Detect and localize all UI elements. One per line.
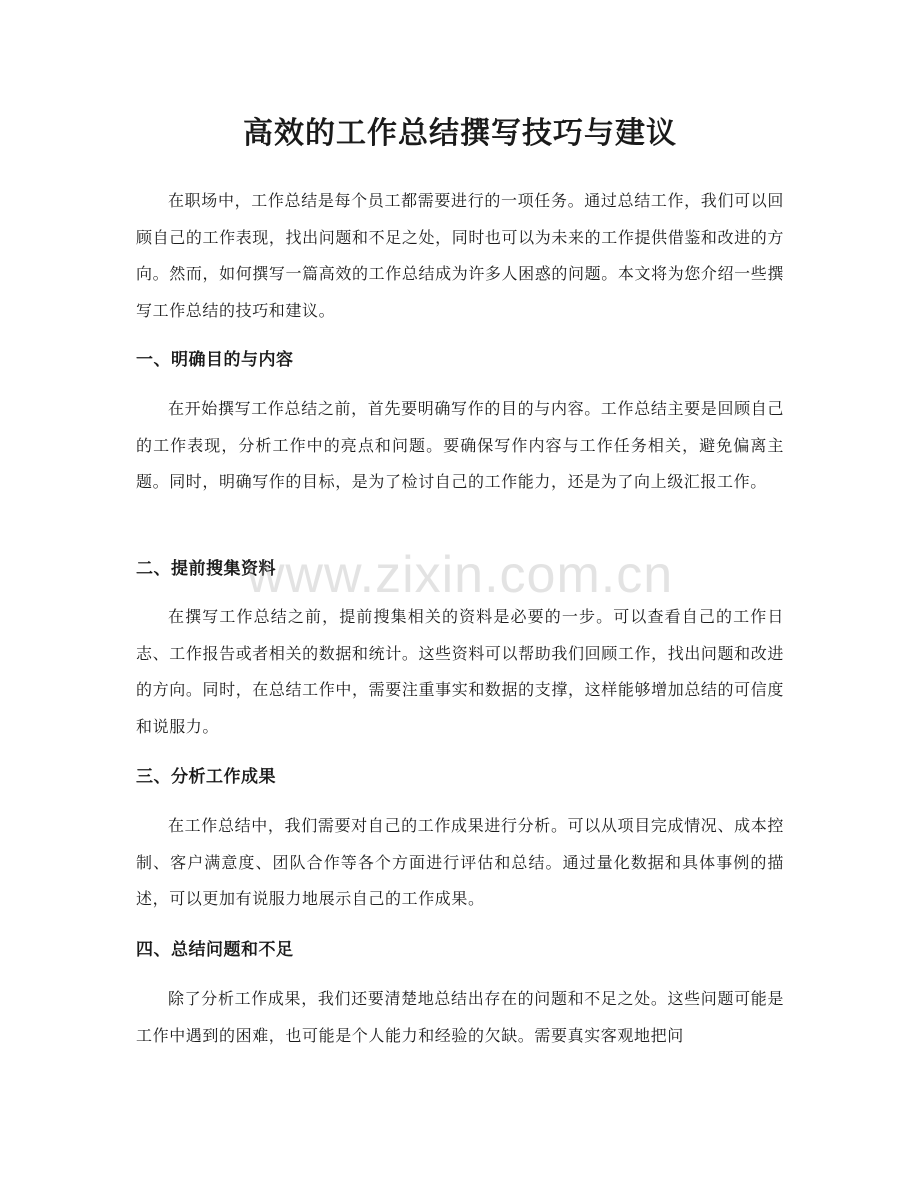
- section-body-4: 除了分析工作成果，我们还要清楚地总结出存在的问题和不足之处。这些问题可能是工作中遇到的困难，也可能是个人能力和经验的欠缺。需要真实客观地把问: [136, 989, 784, 1045]
- watermark-text: www.zixin.com.cn: [246, 546, 674, 604]
- section-heading-2: 二、提前搜集资料: [136, 559, 276, 579]
- section-heading-3: 三、分析工作成果: [136, 767, 276, 787]
- document-title: 高效的工作总结撰写技巧与建议: [243, 116, 677, 151]
- section-heading-1: 一、明确目的与内容: [136, 350, 294, 370]
- section-heading-4: 四、总结问题和不足: [136, 940, 294, 960]
- section-body-2: 在撰写工作总结之前，提前搜集相关的资料是必要的一步。可以查看自己的工作日志、工作报告或者相关的数据和统计。这些资料可以帮助我们回顾工作，找出问题和改进的方向。同时，在总结工作中，需要注重事实和数据的支撑，这样能够增加总结的可信度和说服力。: [136, 607, 784, 736]
- section-body-1: 在开始撰写工作总结之前，首先要明确写作的目的与内容。工作总结主要是回顾自己的工作表现，分析工作中的亮点和问题。要确保写作内容与工作任务相关，避免偏离主题。同时，明确写作的目标，是为了检讨自己的工作能力，还是为了向上级汇报工作。: [136, 399, 784, 491]
- intro-paragraph: 在职场中，工作总结是每个员工都需要进行的一项任务。通过总结工作，我们可以回顾自己的工作表现，找出问题和不足之处，同时也可以为未来的工作提供借鉴和改进的方向。然而，如何撰写一篇高效的工作总结成为许多人困惑的问题。本文将为您介绍一些撰写工作总结的技巧和建议。: [136, 191, 784, 320]
- section-body-3: 在工作总结中，我们需要对自己的工作成果进行分析。可以从项目完成情况、成本控制、客户满意度、团队合作等各个方面进行评估和总结。通过量化数据和具体事例的描述，可以更加有说服力地展示自己的工作成果。: [136, 816, 784, 908]
